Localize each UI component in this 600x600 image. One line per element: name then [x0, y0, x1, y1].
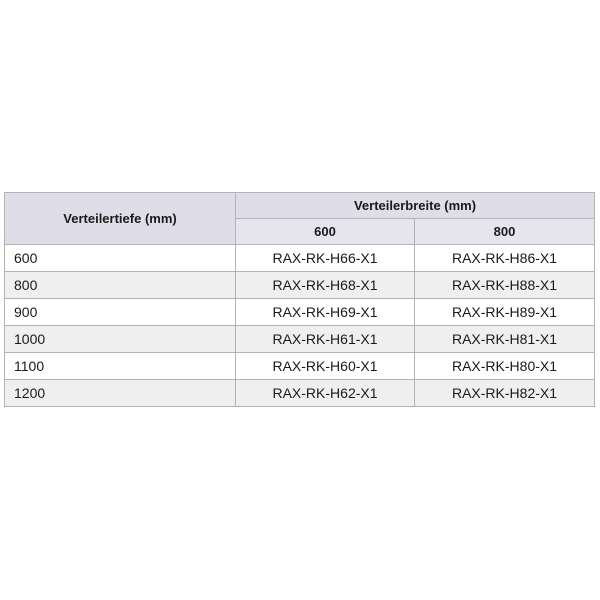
code-cell-600: RAX-RK-H60-X1 — [236, 353, 415, 380]
depth-cell: 1100 — [5, 353, 236, 380]
table-row — [5, 245, 595, 272]
depth-cell: 900 — [5, 299, 236, 326]
depth-cell: 800 — [5, 272, 236, 299]
product-table — [4, 192, 595, 407]
table-row — [5, 380, 595, 407]
width-800-header: 800 — [415, 219, 595, 245]
code-cell-800: RAX-RK-H89-X1 — [415, 299, 595, 326]
header-row — [5, 193, 595, 219]
depth-cell: 600 — [5, 245, 236, 272]
code-cell-600: RAX-RK-H68-X1 — [236, 272, 415, 299]
code-cell-800: RAX-RK-H82-X1 — [415, 380, 595, 407]
depth-cell: 1200 — [5, 380, 236, 407]
table-row — [5, 326, 595, 353]
code-cell-800: RAX-RK-H88-X1 — [415, 272, 595, 299]
table-row — [5, 353, 595, 380]
table-row — [5, 272, 595, 299]
code-cell-600: RAX-RK-H61-X1 — [236, 326, 415, 353]
code-cell-600: RAX-RK-H66-X1 — [236, 245, 415, 272]
code-cell-800: RAX-RK-H81-X1 — [415, 326, 595, 353]
code-cell-800: RAX-RK-H80-X1 — [415, 353, 595, 380]
depth-cell: 1000 — [5, 326, 236, 353]
width-600-header: 600 — [236, 219, 415, 245]
code-cell-600: RAX-RK-H69-X1 — [236, 299, 415, 326]
depth-header: Verteilertiefe (mm) — [5, 193, 236, 245]
code-cell-800: RAX-RK-H86-X1 — [415, 245, 595, 272]
width-header: Verteilerbreite (mm) — [236, 193, 595, 219]
code-cell-600: RAX-RK-H62-X1 — [236, 380, 415, 407]
table-row — [5, 299, 595, 326]
